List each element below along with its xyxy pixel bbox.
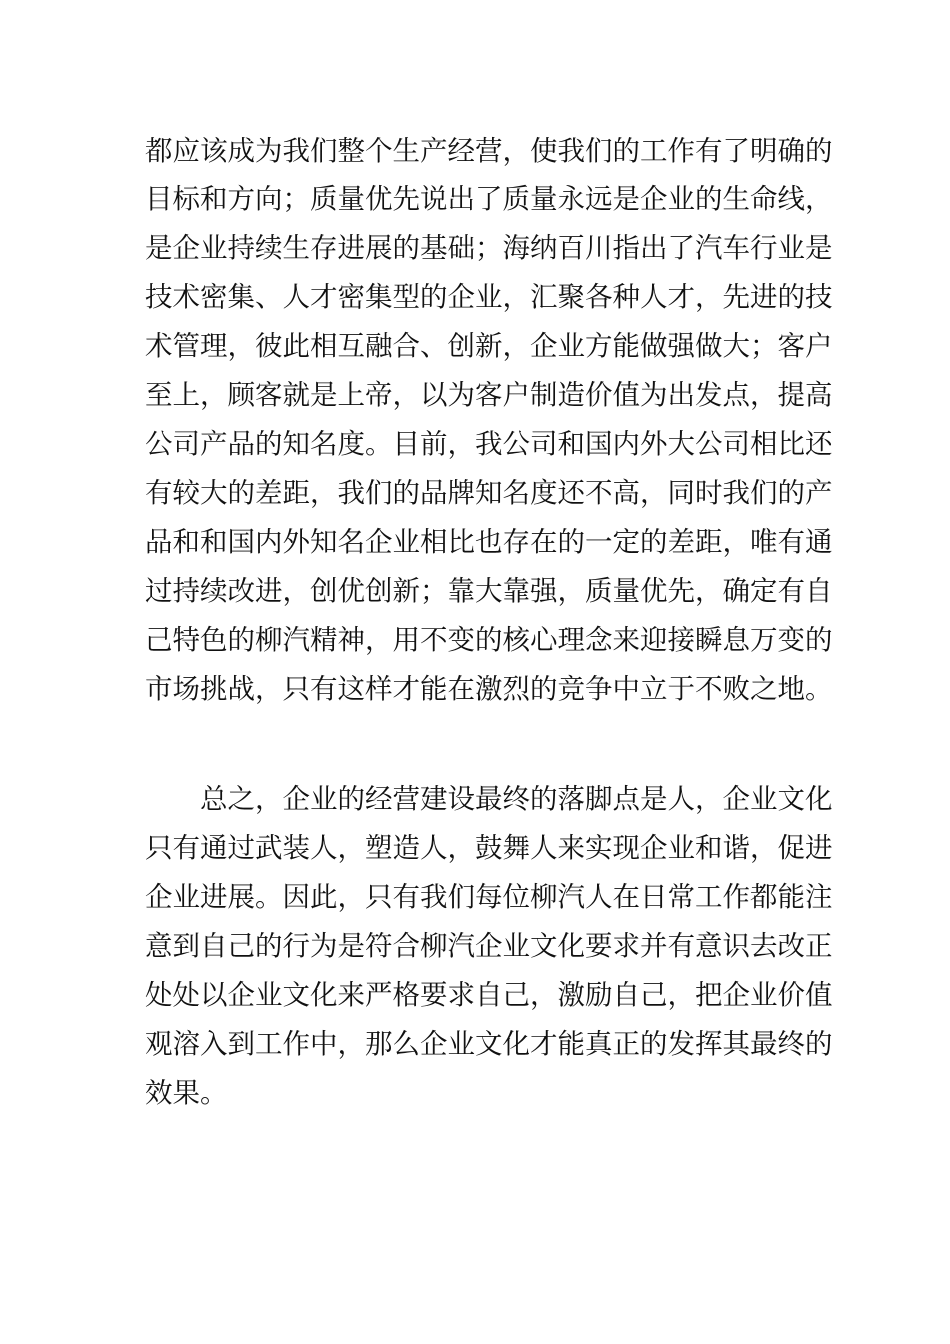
text-line: 至上，顾客就是上帝，以为客户制造价值为出发点，提高 (145, 379, 833, 411)
text-line: 总之，企业的经营建设最终的落脚点是人，企业文化 (200, 783, 833, 815)
text-line: 观溶入到工作中，那么企业文化才能真正的发挥其最终的 (145, 1028, 833, 1060)
text-line: 都应该成为我们整个生产经营，使我们的工作有了明确的 (145, 135, 833, 167)
text-line: 只有通过武装人，塑造人，鼓舞人来实现企业和谐，促进 (145, 832, 833, 864)
text-line: 有较大的差距，我们的品牌知名度还不高，同时我们的产 (145, 477, 833, 509)
text-line: 术管理，彼此相互融合、创新，企业方能做强做大；客户 (145, 330, 833, 362)
text-line: 效果。 (145, 1077, 228, 1109)
text-line: 公司产品的知名度。目前，我公司和国内外大公司相比还 (145, 428, 833, 460)
text-line: 处处以企业文化来严格要求自己，激励自己，把企业价值 (145, 979, 833, 1011)
text-line: 过持续改进，创优创新；靠大靠强，质量优先，确定有自 (145, 575, 833, 607)
text-line: 品和和国内外知名企业相比也存在的一定的差距，唯有通 (145, 526, 833, 558)
text-line: 市场挑战，只有这样才能在激烈的竞争中立于不败之地。 (145, 673, 833, 705)
text-line: 意到自己的行为是符合柳汽企业文化要求并有意识去改正 (145, 930, 833, 962)
text-line: 技术密集、人才密集型的企业，汇聚各种人才，先进的技 (145, 281, 833, 313)
text-line: 目标和方向；质量优先说出了质量永远是企业的生命线， (145, 183, 833, 215)
text-line: 己特色的柳汽精神，用不变的核心理念来迎接瞬息万变的 (145, 624, 833, 656)
text-line: 是企业持续生存进展的基础；海纳百川指出了汽车行业是 (145, 232, 833, 264)
text-line: 企业进展。因此，只有我们每位柳汽人在日常工作都能注 (145, 881, 833, 913)
